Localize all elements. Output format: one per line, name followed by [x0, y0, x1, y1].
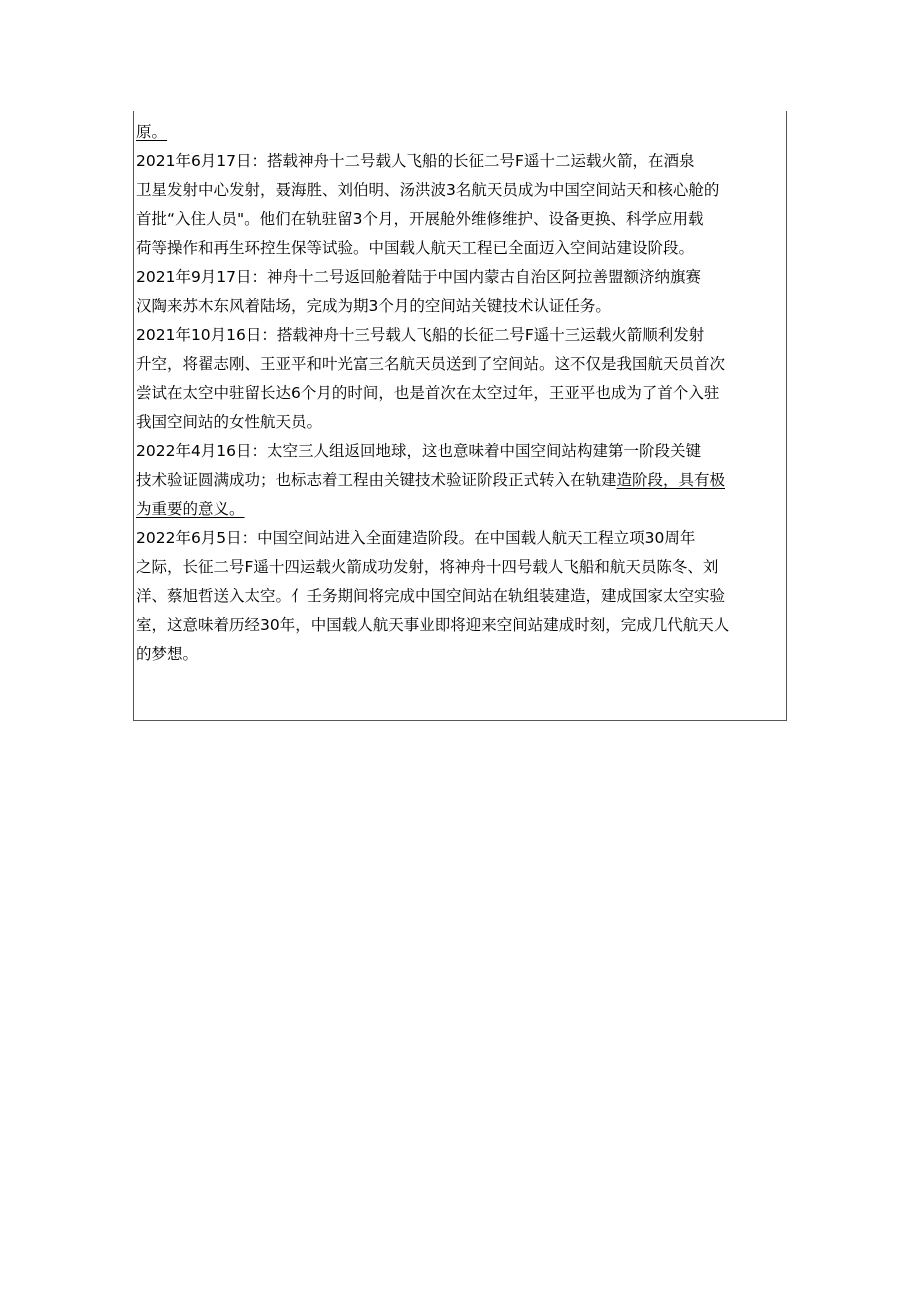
- text-segment: 2022年6月5日：中国空间站进入全面建造阶段。在中国载人航天工程立项30周年: [136, 529, 696, 547]
- underlined-text: 造阶段，具有极: [616, 471, 726, 489]
- text-line: [136, 582, 786, 611]
- text-line: [136, 263, 786, 292]
- text-line: [136, 176, 786, 205]
- text-line: [136, 118, 786, 147]
- underlined-text: 原。: [136, 123, 168, 141]
- text-segment: 2021年10月16日：搭载神舟十三号载人飞船的长征二号F遥十三运载火箭顺利发射: [136, 326, 705, 344]
- text-line: [136, 553, 786, 582]
- text-segment: 2021年6月17日：搭载神舟十二号载人飞船的长征二号F遥十二运载火箭，在酒泉: [136, 152, 695, 170]
- text-line: [136, 437, 786, 466]
- text-line: [136, 495, 786, 524]
- text-segment: 升空，将翟志刚、王亚平和叶光富三名航天员送到了空间站。这不仅是我国航天员首次: [136, 355, 726, 373]
- text-segment: 2022年4月16日：太空三人组返回地球，这也意味着中国空间站构建第一阶段关键: [136, 442, 702, 460]
- text-line: [136, 640, 786, 669]
- document-text: [136, 118, 786, 669]
- text-line: [136, 292, 786, 321]
- text-segment: 技术验证圆满成功；也标志着工程由关键技术验证阶段正式转入在轨建: [136, 471, 617, 489]
- text-line: [136, 205, 786, 234]
- text-segment: 荷等操作和再生环控生保等试验。中国载人航天工程已全面迈入空间站建设阶段。: [136, 239, 695, 257]
- underlined-text: 为重要的意义。: [136, 500, 245, 518]
- text-line: [136, 466, 786, 495]
- text-segment: 的梦想。: [136, 645, 199, 663]
- text-segment: 尝试在太空中驻留长达6个月的时间，也是首次在太空过年，王亚平也成为了首个入驻: [136, 384, 720, 402]
- text-line: [136, 611, 786, 640]
- text-line: [136, 379, 786, 408]
- text-segment: 卫星发射中心发射，聂海胜、刘伯明、汤洪波3名航天员成为中国空间站天和核心舱的: [136, 181, 720, 199]
- text-line: [136, 408, 786, 437]
- text-line: [136, 147, 786, 176]
- text-segment: 室，这意味着历经30年，中国载人航天事业即将迎来空间站建成时刻，完成几代航天人: [136, 616, 730, 634]
- table-cell: [133, 111, 787, 721]
- text-segment: 之际，长征二号F遥十四运载火箭成功发射，将神舟十四号载人飞船和航天员陈冬、刘: [136, 558, 719, 576]
- text-line: [136, 321, 786, 350]
- text-segment: 首批“入住人员"。他们在轨驻留3个月，开展舱外维修维护、设备更换、科学应用载: [136, 210, 704, 228]
- text-segment: 汉陶来苏木东风着陆场，完成为期3个月的空间站关键技术认证任务。: [136, 297, 611, 315]
- text-segment: 洋、蔡旭哲送入太空。亻壬务期间将完成中国空间站在轨组装建造，建成国家太空实验: [136, 587, 726, 605]
- text-line: [136, 234, 786, 263]
- text-segment: 2021年9月17日：神舟十二号返回舱着陆于中国内蒙古自治区阿拉善盟额济纳旗赛: [136, 268, 702, 286]
- text-line: [136, 350, 786, 379]
- text-segment: 我国空间站的女性航天员。: [136, 413, 323, 431]
- text-line: [136, 524, 786, 553]
